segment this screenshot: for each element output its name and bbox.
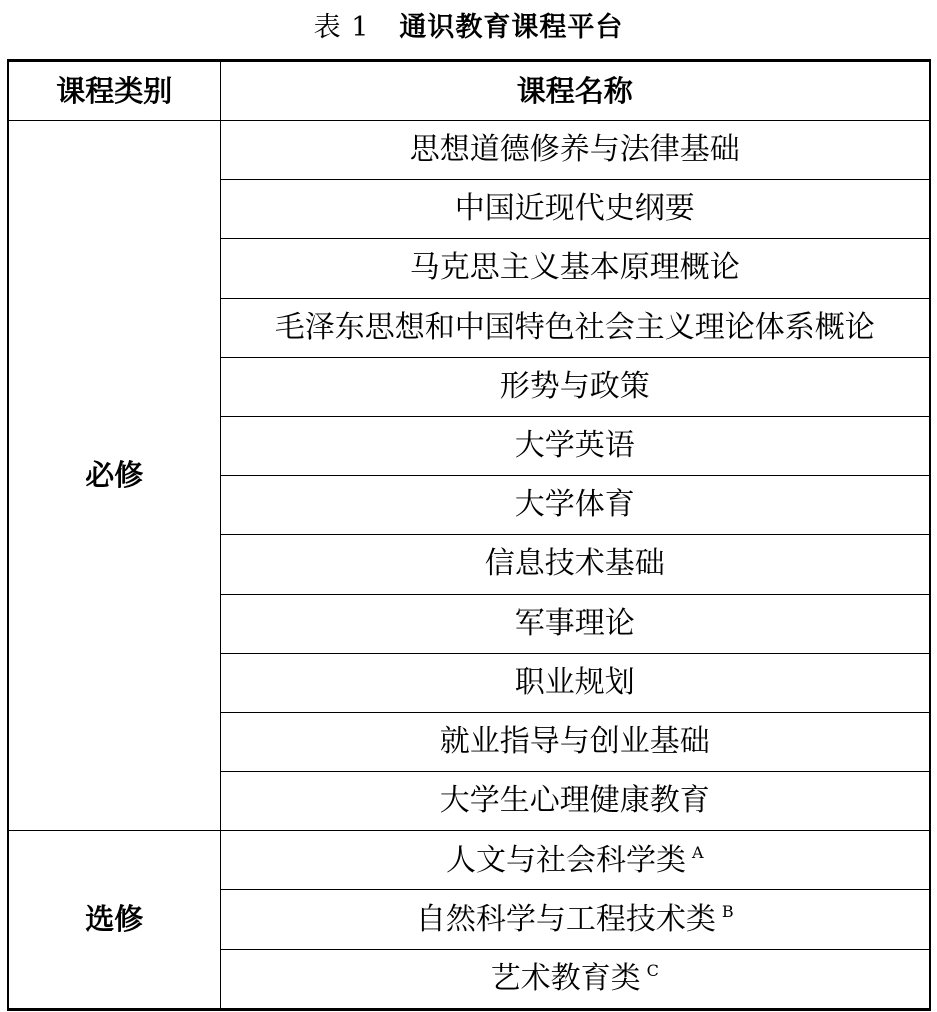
course-name: 毛泽东思想和中国特色社会主义理论体系概论 xyxy=(220,298,930,357)
course-name: 大学体育 xyxy=(220,476,930,535)
course-name: 职业规划 xyxy=(220,653,930,712)
header-course-name: 课程名称 xyxy=(220,61,930,121)
course-name-cell xyxy=(220,890,930,949)
footnote-mark: C xyxy=(646,961,659,981)
course-name: 信息技术基础 xyxy=(220,535,930,594)
course-name: 大学生心理健康教育 xyxy=(220,772,930,831)
course-name-cell xyxy=(220,831,930,890)
course-name: 人文与社会科学类 xyxy=(445,842,686,878)
course-name: 形势与政策 xyxy=(220,357,930,416)
table-number: 表 1 xyxy=(313,11,370,43)
course-name: 军事理论 xyxy=(220,594,930,653)
course-name: 马克思主义基本原理概论 xyxy=(220,239,930,298)
category-required: 必修 xyxy=(8,121,220,831)
course-name: 自然科学与工程技术类 xyxy=(415,902,716,938)
header-row xyxy=(8,61,930,121)
course-name: 思想道德修养与法律基础 xyxy=(220,121,930,180)
table-row xyxy=(8,831,930,890)
course-table xyxy=(7,59,931,1011)
course-name-cell xyxy=(220,949,930,1009)
table-title: 通识教育课程平台 xyxy=(399,11,624,43)
category-elective: 选修 xyxy=(8,831,220,1010)
course-name: 就业指导与创业基础 xyxy=(220,712,930,771)
table-caption xyxy=(0,0,937,48)
table-row xyxy=(8,121,930,180)
header-category: 课程类别 xyxy=(8,61,220,121)
course-name: 大学英语 xyxy=(220,416,930,475)
course-name: 艺术教育类 xyxy=(490,961,641,997)
footnote-mark: B xyxy=(721,902,734,922)
course-name: 中国近现代史纲要 xyxy=(220,180,930,239)
footnote-mark: A xyxy=(691,842,704,862)
